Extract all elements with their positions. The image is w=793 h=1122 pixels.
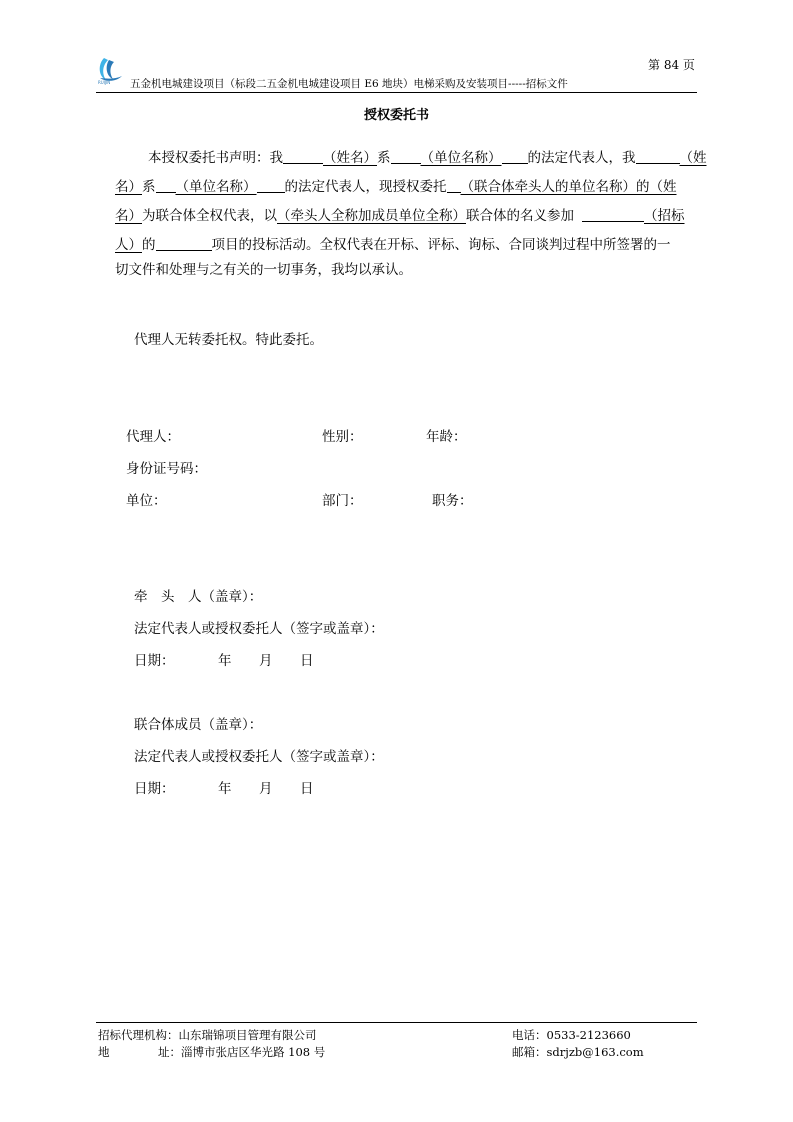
document-title: 授权委托书 bbox=[363, 108, 429, 123]
para-text: 项目的投标活动。全权代表在开标、评标、询标、合同谈判过程中所签署的一 bbox=[211, 237, 671, 253]
para-text: 系 bbox=[377, 150, 391, 166]
member-date-year: 年 bbox=[218, 781, 232, 797]
para-text: 的（姓 bbox=[636, 179, 677, 195]
agent-unit-label: 单位： bbox=[126, 493, 167, 509]
blank-field[interactable] bbox=[156, 237, 212, 251]
lead-date-day: 日 bbox=[300, 653, 314, 669]
lead-rep-signature-label: 法定代表人或授权委托人（签字或盖章）： bbox=[134, 621, 384, 637]
para-text: 的 bbox=[142, 237, 156, 253]
footer-email: 邮箱：sdrjzb@163.com bbox=[512, 1045, 644, 1059]
para-placeholder-tenderer: （招标 bbox=[644, 208, 685, 224]
para-placeholder-unit: （单位名称） bbox=[175, 179, 257, 195]
footer-agency: 招标代理机构：山东瑞锦项目管理有限公司 bbox=[98, 1028, 317, 1042]
footer-address-label: 地 bbox=[98, 1045, 110, 1059]
para-placeholder-name: 名） bbox=[115, 179, 142, 195]
para-placeholder-lead-unit: （联合体牵头人的单位名称） bbox=[460, 179, 636, 195]
para-text: 的法定代表人，我 bbox=[527, 150, 636, 166]
blank-field[interactable] bbox=[447, 179, 461, 193]
agent-position-label: 职务： bbox=[432, 493, 473, 509]
footer-divider bbox=[96, 1022, 697, 1023]
paragraph-line-4 bbox=[115, 237, 671, 253]
lead-date-label: 日期： bbox=[134, 653, 175, 669]
blank-field[interactable] bbox=[636, 150, 680, 164]
para-placeholder-fullname: （牵头人全称加成员单位全称） bbox=[277, 208, 466, 224]
paragraph-line-1 bbox=[148, 150, 707, 166]
para-text: 联合体的名义参加 bbox=[466, 208, 574, 224]
lead-date-month: 月 bbox=[259, 653, 273, 669]
member-seal-label: 联合体成员（盖章）： bbox=[134, 717, 263, 733]
para-placeholder-unit: （单位名称） bbox=[420, 150, 502, 166]
paragraph-line-5: 切文件和处理与之有关的一切事务，我均以承认。 bbox=[115, 262, 412, 278]
agent-age-label: 年龄： bbox=[426, 429, 467, 445]
para-placeholder-tenderer: 人） bbox=[115, 237, 142, 253]
paragraph-line-2 bbox=[115, 179, 677, 195]
agent-id-label: 身份证号码： bbox=[126, 461, 207, 477]
footer-address: 址：淄博市张店区华光路 108 号 bbox=[158, 1045, 326, 1059]
member-date-label: 日期： bbox=[134, 781, 175, 797]
logo-caption: RUIJIN bbox=[98, 80, 111, 85]
lead-seal-label: 牵 头 人（盖章）： bbox=[134, 589, 263, 605]
para-text: 为联合体全权代表，以 bbox=[142, 208, 277, 224]
para-placeholder-name: （姓名） bbox=[323, 150, 377, 166]
para-placeholder-name: （姓 bbox=[679, 150, 707, 166]
header-title: 五金机电城建设项目（标段二五金机电城建设项目 E6 地块）电梯采购及安装项目-----招标文件 bbox=[130, 78, 568, 90]
blank-field[interactable] bbox=[156, 179, 176, 193]
para-placeholder-name: 名） bbox=[115, 208, 142, 224]
footer-phone: 电话：0533-2123660 bbox=[512, 1028, 631, 1042]
para-text: 系 bbox=[142, 179, 156, 195]
agent-gender-label: 性别： bbox=[322, 429, 363, 445]
blank-field[interactable] bbox=[391, 150, 421, 164]
lead-date-year: 年 bbox=[218, 653, 232, 669]
member-rep-signature-label: 法定代表人或授权委托人（签字或盖章）： bbox=[134, 749, 384, 765]
no-transfer-statement: 代理人无转委托权。特此委托。 bbox=[134, 332, 323, 348]
member-date-month: 月 bbox=[259, 781, 273, 797]
agent-name-label: 代理人： bbox=[126, 429, 180, 445]
agent-dept-label: 部门： bbox=[322, 493, 363, 509]
page-number: 第 84 页 bbox=[648, 58, 695, 72]
blank-field[interactable] bbox=[582, 208, 644, 222]
blank-field[interactable] bbox=[502, 150, 528, 164]
para-text: 本授权委托书声明：我 bbox=[148, 150, 283, 166]
paragraph-line-3 bbox=[115, 208, 685, 224]
header-divider bbox=[96, 92, 697, 93]
member-date-day: 日 bbox=[300, 781, 314, 797]
blank-field[interactable] bbox=[257, 179, 285, 193]
para-text: 的法定代表人，现授权委托 bbox=[284, 179, 447, 195]
blank-field[interactable] bbox=[283, 150, 323, 164]
